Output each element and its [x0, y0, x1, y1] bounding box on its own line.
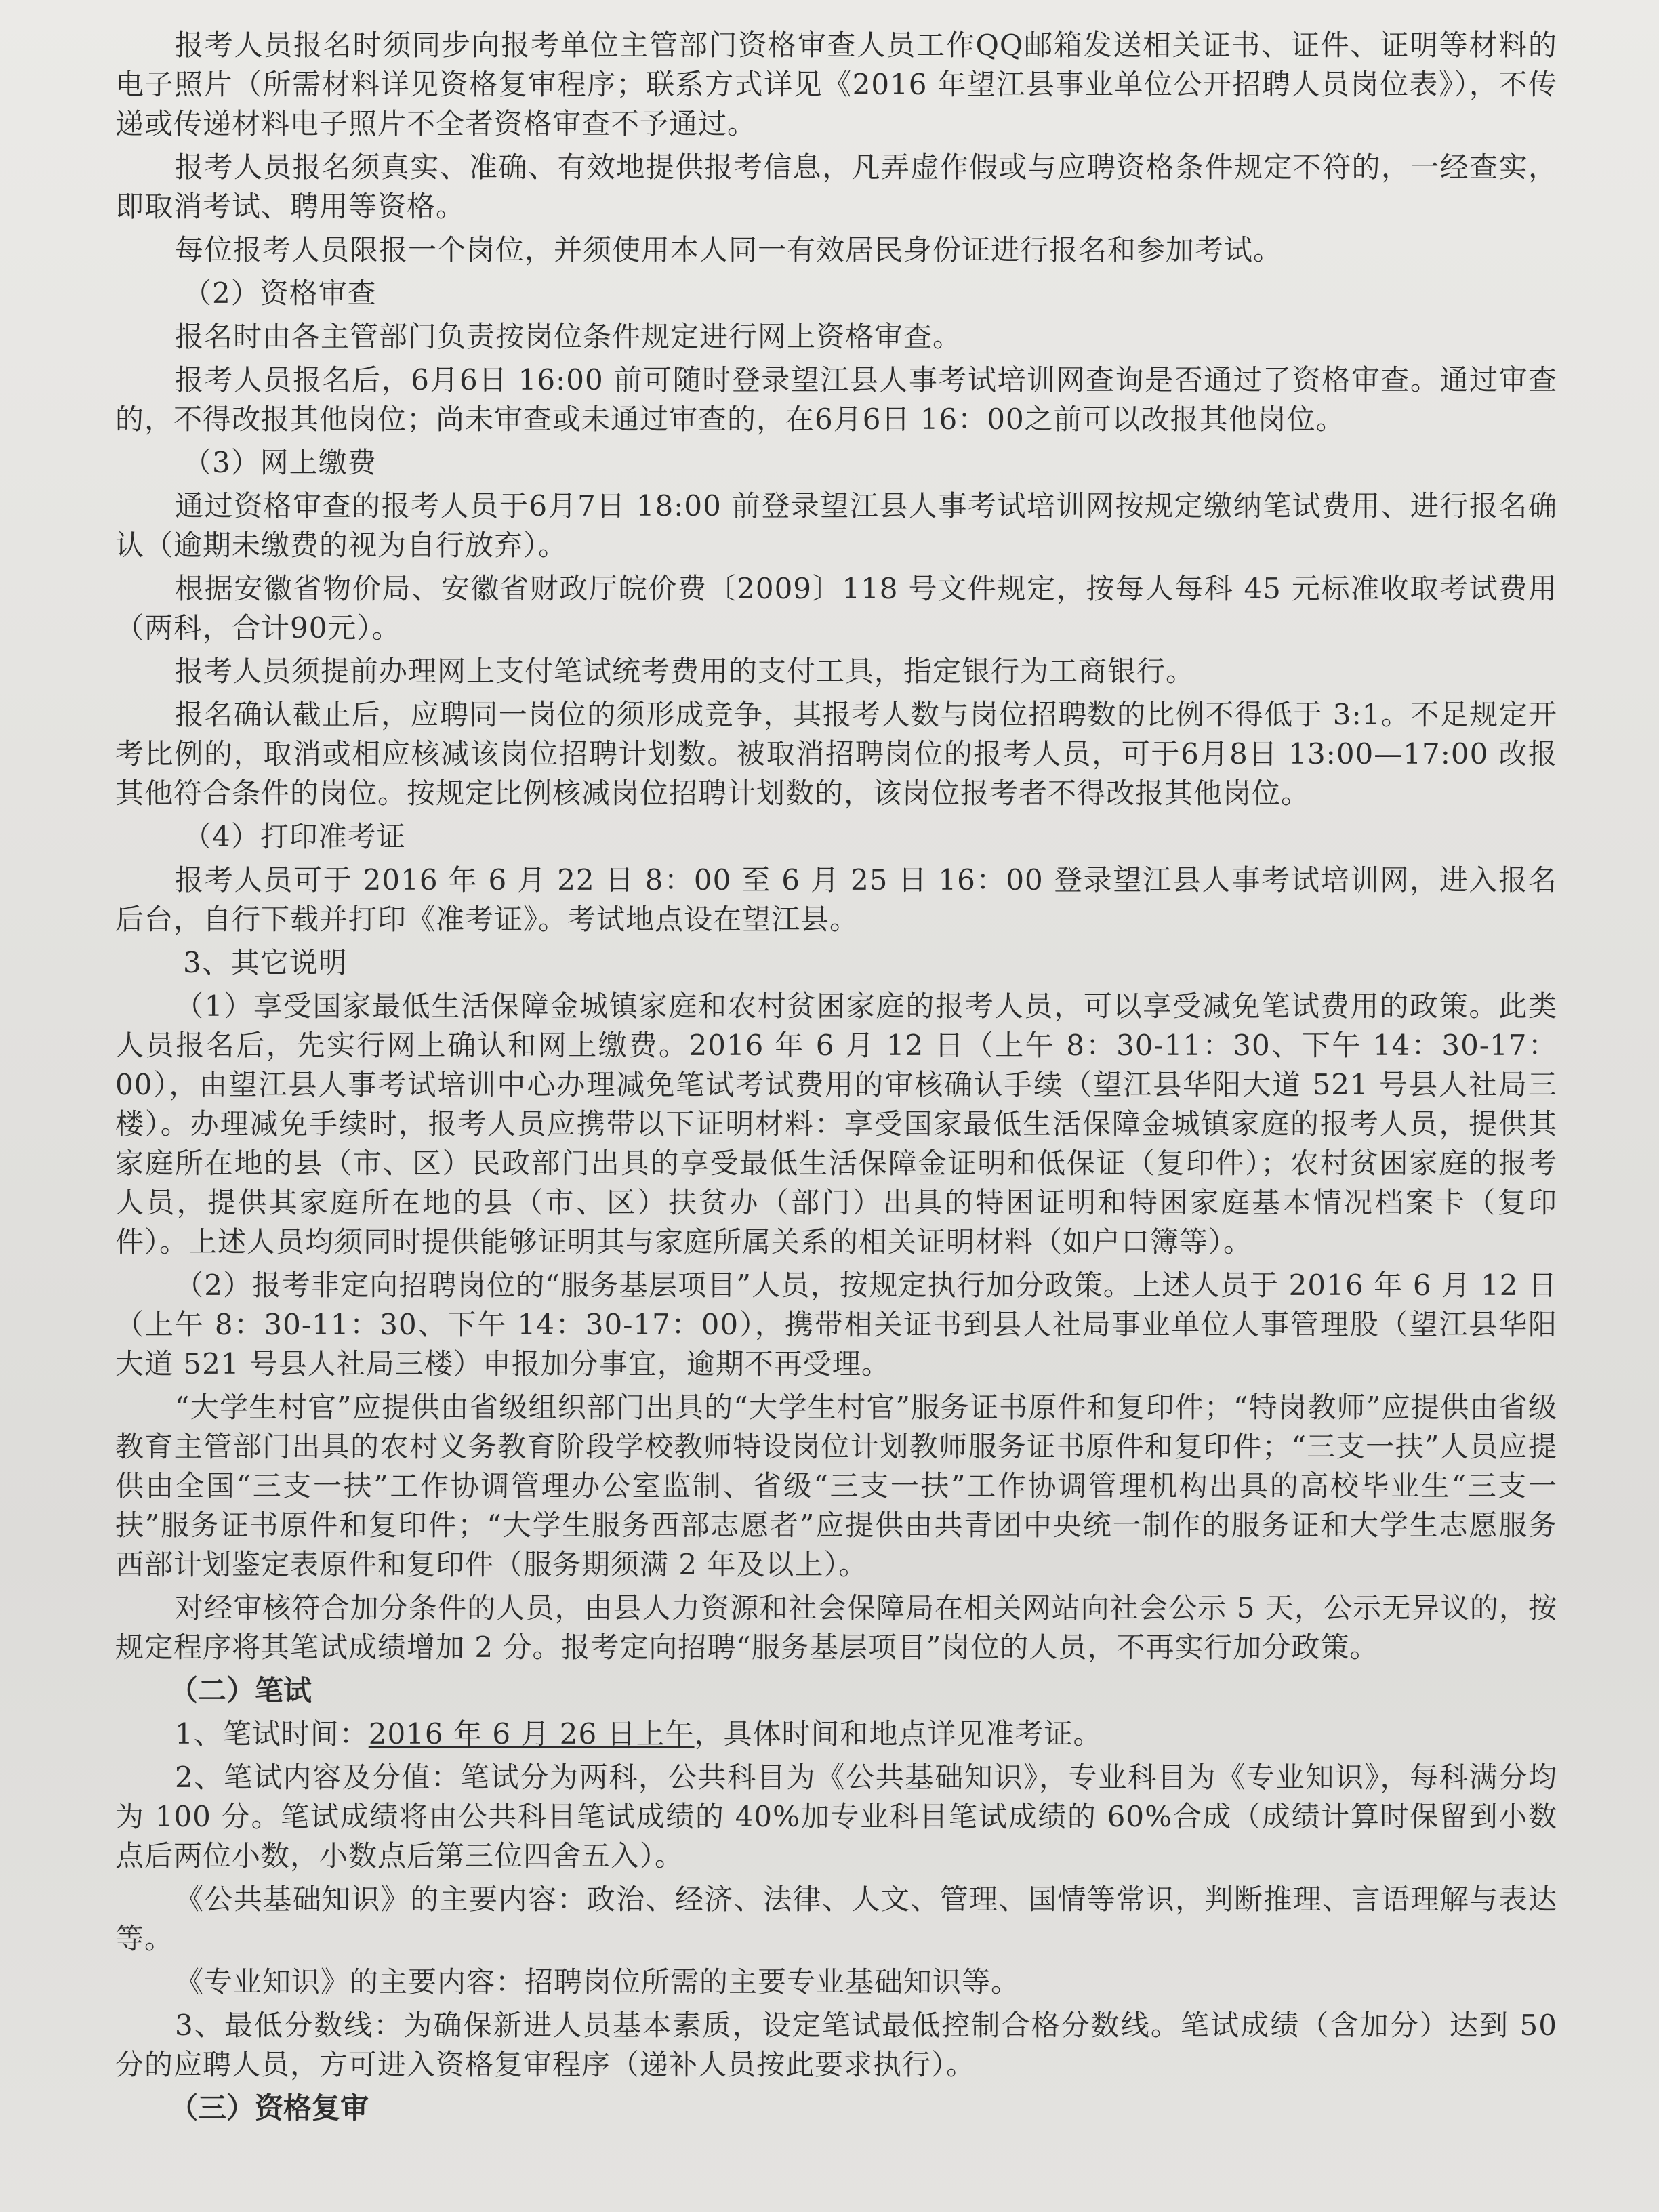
- paragraph-ratio-rule: 报名确认截止后，应聘同一岗位的须形成竞争，其报考人数与岗位招聘数的比例不得低于 3:1。不足规定开考比例的，取消或相应核减该岗位招聘计划数。被取消招聘岗位的报考人员，可于6月8日 13:00—17:00 改报其他符合条件的岗位。按规定比例核减岗位招聘计划数的，该岗位报考者不得改报其他岗位。: [115, 698, 1557, 810]
- heading-print-admission: （4）打印准考证: [183, 820, 406, 853]
- paragraph-online-review: 报名时由各主管部门负责按岗位条件规定进行网上资格审查。: [175, 320, 962, 353]
- paragraph-minimum-score: 3、最低分数线：为确保新进人员基本素质，设定笔试最低控制合格分数线。笔试成绩（含加分）达到 50 分的应聘人员，方可进入资格复审程序（递补人员按此要求执行）。: [115, 2009, 1557, 2081]
- paragraph-exam-content: 2、笔试内容及分值：笔试分为两科，公共科目为《公共基础知识》，专业科目为《专业知识》，每科满分均为 100 分。笔试成绩将由公共科目笔试成绩的 40%加专业科目笔试成绩的 60%合成（成绩计算时保留到小数点后两位小数，小数点后第三位四舍五入）。: [115, 1761, 1557, 1872]
- paragraph-fee-standard: 根据安徽省物价局、安徽省财政厅皖价费〔2009〕118 号文件规定，按每人每科 45 元标准收取考试费用（两科，合计90元）。: [115, 572, 1557, 644]
- paragraph-review-query: 报考人员报名后，6月6日 16:00 前可随时登录望江县人事考试培训网查询是否通过了资格审查。通过审查的，不得改报其他岗位；尚未审查或未通过审查的，在6月6日 16：00之前可以改报其他岗位。: [115, 363, 1557, 436]
- heading-requalification: （三）资格复审: [169, 2091, 369, 2125]
- paragraph-public-knowledge: 《公共基础知识》的主要内容：政治、经济、法律、人文、管理、国情等常识，判断推理、言语理解与表达等。: [115, 1883, 1557, 1955]
- paragraph-one-position: 每位报考人员限报一个岗位，并须使用本人同一有效居民身份证进行报名和参加考试。: [175, 233, 1283, 266]
- paragraph-professional-knowledge: 《专业知识》的主要内容：招聘岗位所需的主要专业基础知识等。: [175, 1965, 1021, 1999]
- paragraph-bonus-policy: （2）报考非定向招聘岗位的“服务基层项目”人员，按规定执行加分政策。上述人员于 2016 年 6 月 12 日（上午 8：30-11：30、下午 14：30-17：00），携带相关证书到县人社局事业单位人事管理股（望江县华阳大道 521 号县人社局三楼）申报加分事宜，逾期不再受理。: [115, 1269, 1557, 1380]
- paragraph-email-submission: 报考人员报名时须同步向报考单位主管部门资格审查人员工作QQ邮箱发送相关证书、证件、证明等材料的电子照片（所需材料详见资格复审程序；联系方式详见《2016 年望江县事业单位公开招聘人员岗位表》），不传递或传递材料电子照片不全者资格审查不予通过。: [115, 28, 1557, 140]
- heading-other-notes: 3、其它说明: [183, 946, 348, 979]
- paragraph-bonus-publicity: 对经审核符合加分条件的人员，由县人力资源和社会保障局在相关网站向社会公示 5 天，公示无异议的，按规定程序将其笔试成绩增加 2 分。报考定向招聘“服务基层项目”岗位的人员，不再实行加分政策。: [115, 1591, 1557, 1664]
- paragraph-exam-time: [115, 1715, 1557, 1754]
- exam-date: 2016 年 6 月 26 日上午: [368, 1717, 695, 1750]
- paragraph-payment-tool: 报考人员须提前办理网上支付笔试统考费用的支付工具，指定银行为工商银行。: [175, 655, 1195, 688]
- paragraph-truthful-info: 报考人员报名须真实、准确、有效地提供报考信息，凡弄虚作假或与应聘资格条件规定不符的，一经查实，即取消考试、聘用等资格。: [115, 150, 1557, 223]
- heading-qualification-review: （2）资格审查: [183, 276, 377, 310]
- paragraph-payment-deadline: 通过资格审查的报考人员于6月7日 18:00 前登录望江县人事考试培训网按规定缴纳笔试费用、进行报名确认（逾期未缴费的视为自行放弃）。: [115, 489, 1557, 562]
- paragraph-bonus-materials: “大学生村官”应提供由省级组织部门出具的“大学生村官”服务证书原件和复印件；“特岗教师”应提供由省级教育主管部门出具的农村义务教育阶段学校教师特设岗位计划教师服务证书原件和复印件；“三支一扶”人员应提供由全国“三支一扶”工作协调管理办公室监制、省级“三支一扶”工作协调管理机构出具的高校毕业生“三支一扶”服务证书原件和复印件；“大学生服务西部志愿者”应提供由共青团中央统一制作的服务证和大学生志愿服务西部计划鉴定表原件和复印件（服务期须满 2 年及以上）。: [115, 1391, 1557, 1581]
- paragraph-admission-ticket: 报考人员可于 2016 年 6 月 22 日 8：00 至 6 月 25 日 16：00 登录望江县人事考试培训网，进入报名后台，自行下载并打印《准考证》。考试地点设在望江县。: [115, 863, 1557, 936]
- exam-time-label: 1、笔试时间：: [175, 1717, 369, 1750]
- heading-written-exam: （二）笔试: [169, 1674, 312, 1707]
- paragraph-fee-waiver: （1）享受国家最低生活保障金城镇家庭和农村贫困家庭的报考人员，可以享受减免笔试费用的政策。此类人员报名后，先实行网上确认和网上缴费。2016 年 6 月 12 日（上午 8：30-11：30、下午 14：30-17：00），由望江县人事考试培训中心办理减免笔试考试费用的审核确认手续（望江县华阳大道 521 号县人社局三楼）。办理减免手续时，报考人员应携带以下证明材料：享受国家最低生活保障金城镇家庭的报考人员，提供其家庭所在地的县（市、区）民政部门出具的享受最低生活保障金证明和低保证（复印件）；农村贫困家庭的报考人员，提供其家庭所在地的县（市、区）扶贫办（部门）出具的特困证明和特困家庭基本情况档案卡（复印件）。上述人员均须同时提供能够证明其与家庭所属关系的相关证明材料（如户口簿等）。: [115, 989, 1557, 1258]
- exam-time-suffix: ，具体时间和地点详见准考证。: [694, 1717, 1103, 1750]
- heading-online-payment: （3）网上缴费: [183, 446, 377, 479]
